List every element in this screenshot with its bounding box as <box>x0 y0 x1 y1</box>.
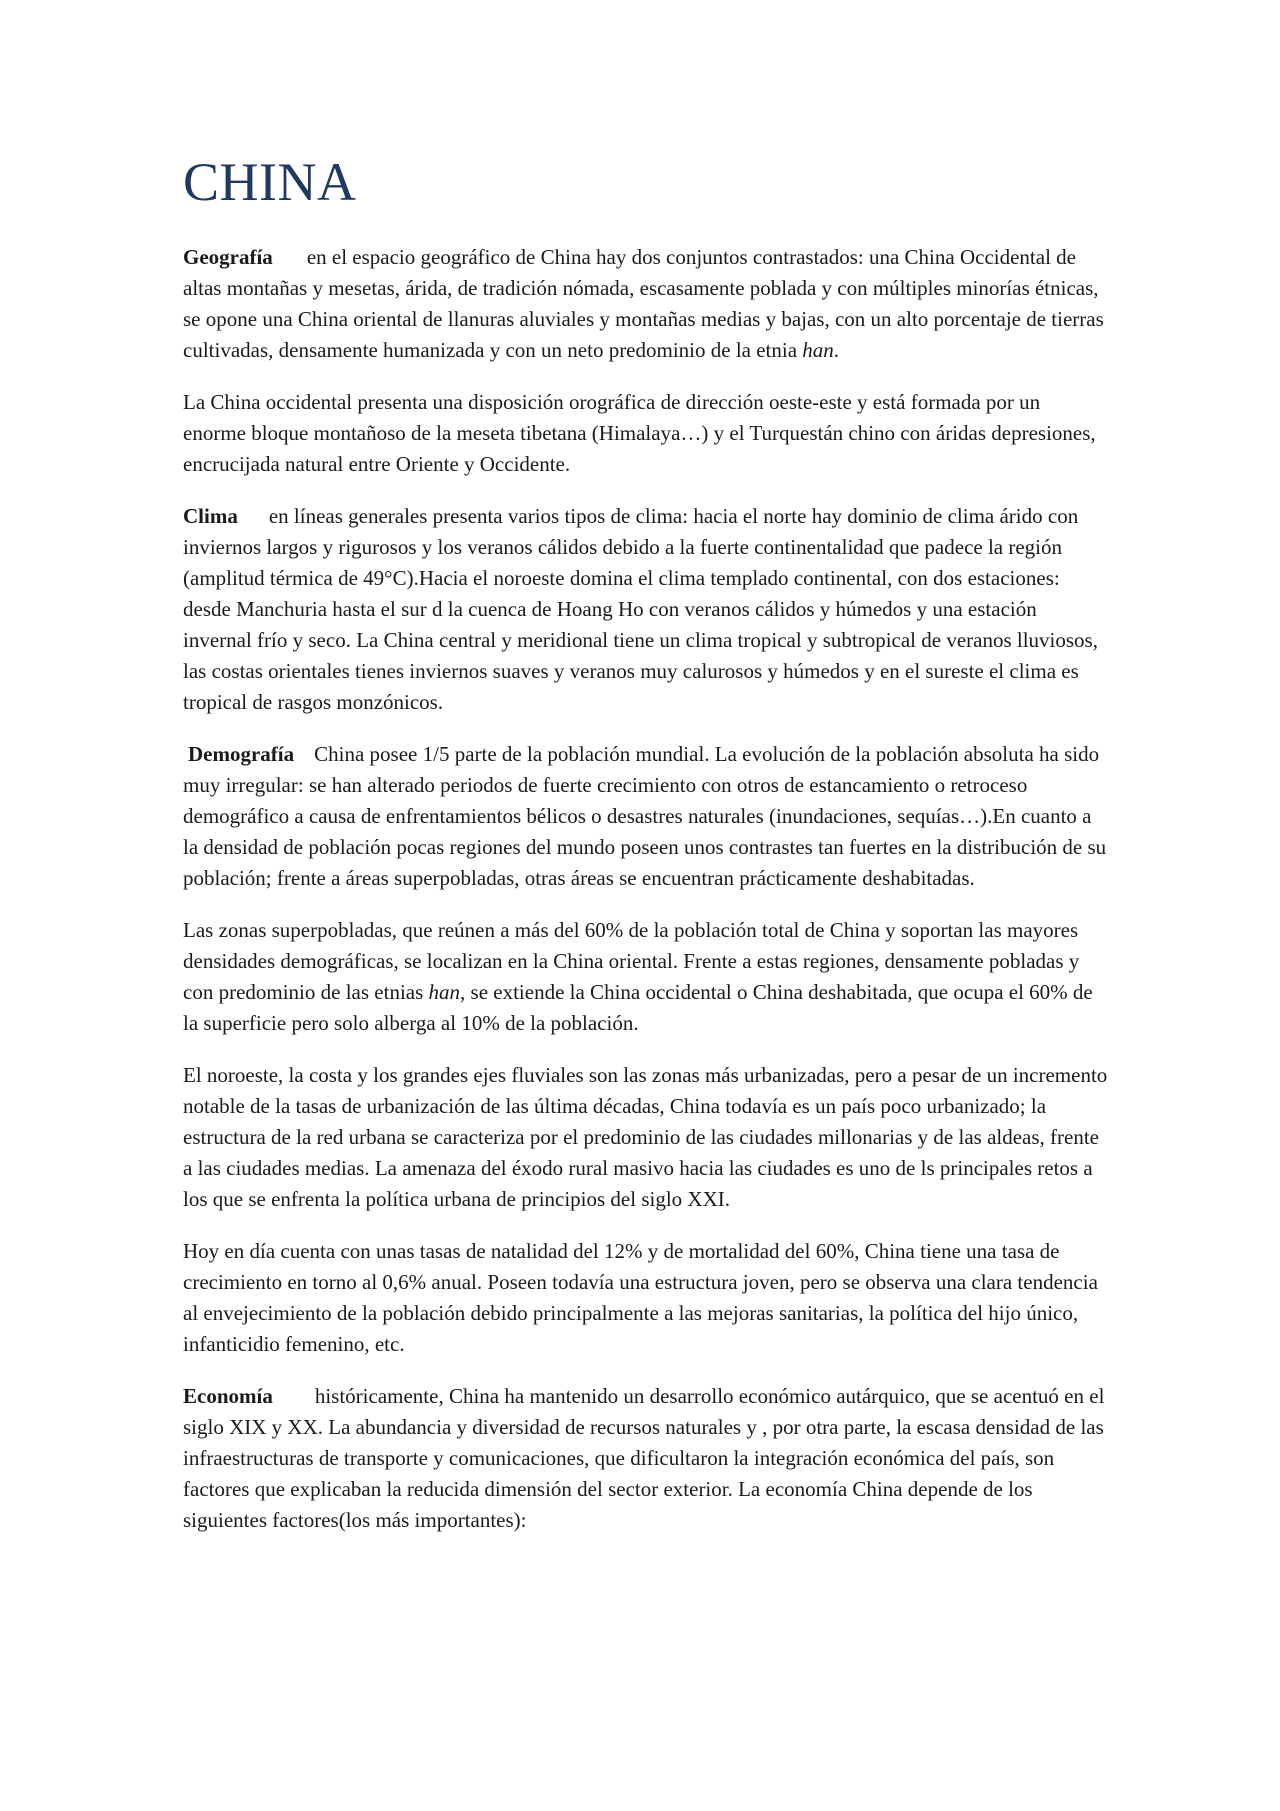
heading-economia: Economía <box>183 1384 273 1408</box>
paragraph-geografia-2: La China occidental presenta una disposición orográfica de dirección oeste-este y está formada por un enorme bloque montañoso de la meseta tibetana (Himalaya…) y el Turquestán chino con áridas depresiones, encrucijada natural entre Oriente y Occidente. <box>183 390 1096 476</box>
paragraph-geografia <box>183 242 1108 366</box>
economia-text: históricamente, China ha mantenido un desarrollo económico autárquico, que se acentuó en el siglo XIX y XX. La abundancia y diversidad de recursos naturales y , por otra parte, la escasa densidad de las infraestructuras de transporte y comunicaciones, que dificultaron la integración económica del país, son factores que explicaban la reducida dimensión del sector exterior. La economía China depende de los siguientes factores(los más importantes): <box>183 1384 1105 1532</box>
demografia-p2-em: han <box>428 980 461 1004</box>
paragraph-economia <box>183 1381 1108 1536</box>
clima-text: en líneas generales presenta varios tipos de clima: hacia el norte hay dominio de clima árido con inviernos largos y rigurosos y los veranos cálidos debido a la fuerte continentalidad que padece la región (amplitud térmica de 49°C).Hacia el noroeste domina el clima templado continental, con dos estaciones: desde Manchuria hasta el sur d la cuenca de Hoang Ho con veranos cálidos y húmedos y una estación invernal frío y seco. La China central y meridional tiene un clima tropical y subtropical de veranos lluviosos, las costas orientales tienes inviernos suaves y veranos muy calurosos y húmedos y en el sureste el clima es tropical de rasgos monzónicos. <box>183 504 1098 714</box>
paragraph-demografia-3: El noroeste, la costa y los grandes ejes fluviales son las zonas más urbanizadas, pero a pesar de un incremento notable de la tasas de urbanización de las última décadas, China todavía es un país poco urbanizado; la estructura de la red urbana se caracteriza por el predominio de las ciudades millonarias y de las aldeas, frente a las ciudades medias. La amenaza del éxodo rural masivo hacia las ciudades es uno de ls principales retos a los que se enfrenta la política urbana de principios del siglo XXI. <box>183 1063 1108 1211</box>
heading-clima: Clima <box>183 504 238 528</box>
paragraph-demografia-2 <box>183 915 1108 1039</box>
geografia-em: han <box>802 338 834 362</box>
geografia-text: en el espacio geográfico de China hay dos conjuntos contrastados: una China Occidental de altas montañas y mesetas, árida, de tradición nómada, escasamente poblada y con múltiples minorías étnicas, se opone una China oriental de llanuras aluviales y montañas medias y bajas, con un alto porcentaje de tierras cultivadas, densamente humanizada y con un neto predominio de la etnia <box>183 245 1104 362</box>
geografia-end: . <box>833 338 840 362</box>
paragraph-demografia-4: Hoy en día cuenta con unas tasas de natalidad del 12% y de mortalidad del 60%, China tiene una tasa de crecimiento en torno al 0,6% anual. Poseen todavía una estructura joven, pero se observa una clara tendencia al envejecimiento de la población debido principalmente a las mejoras sanitarias, la política del hijo único, infanticidio femenino, etc. <box>183 1239 1098 1356</box>
page-title: CHINA <box>183 152 357 212</box>
heading-demografia: Demografía <box>188 742 295 766</box>
paragraph-clima <box>183 501 1108 718</box>
heading-geografia: Geografía <box>183 245 273 269</box>
demografia-p2-end: , se extiende la China occidental o China deshabitada, que ocupa el 60% de la superficie pero solo alberga al 10% de la población. <box>183 980 1093 1035</box>
demografia-p2-text: Las zonas superpobladas, que reúnen a más del 60% de la población total de China y soportan las mayores densidades demográficas, se localizan en la China oriental. Frente a estas regiones, densamente pobladas y con predominio de las etnias <box>183 918 1080 1004</box>
document-page <box>183 150 1108 1557</box>
paragraph-demografia <box>183 739 1108 894</box>
demografia-text: China posee 1/5 parte de la población mundial. La evolución de la población absoluta ha sido muy irregular: se han alterado periodos de fuerte crecimiento con otros de estancamiento o retroceso demográfico a causa de enfrentamientos bélicos o desastres naturales (inundaciones, sequías…).En cuanto a la densidad de población pocas regiones del mundo poseen unos contrastes tan fuertes en la distribución de su población; frente a áreas superpobladas, otras áreas se encuentran prácticamente deshabitadas. <box>183 742 1107 890</box>
